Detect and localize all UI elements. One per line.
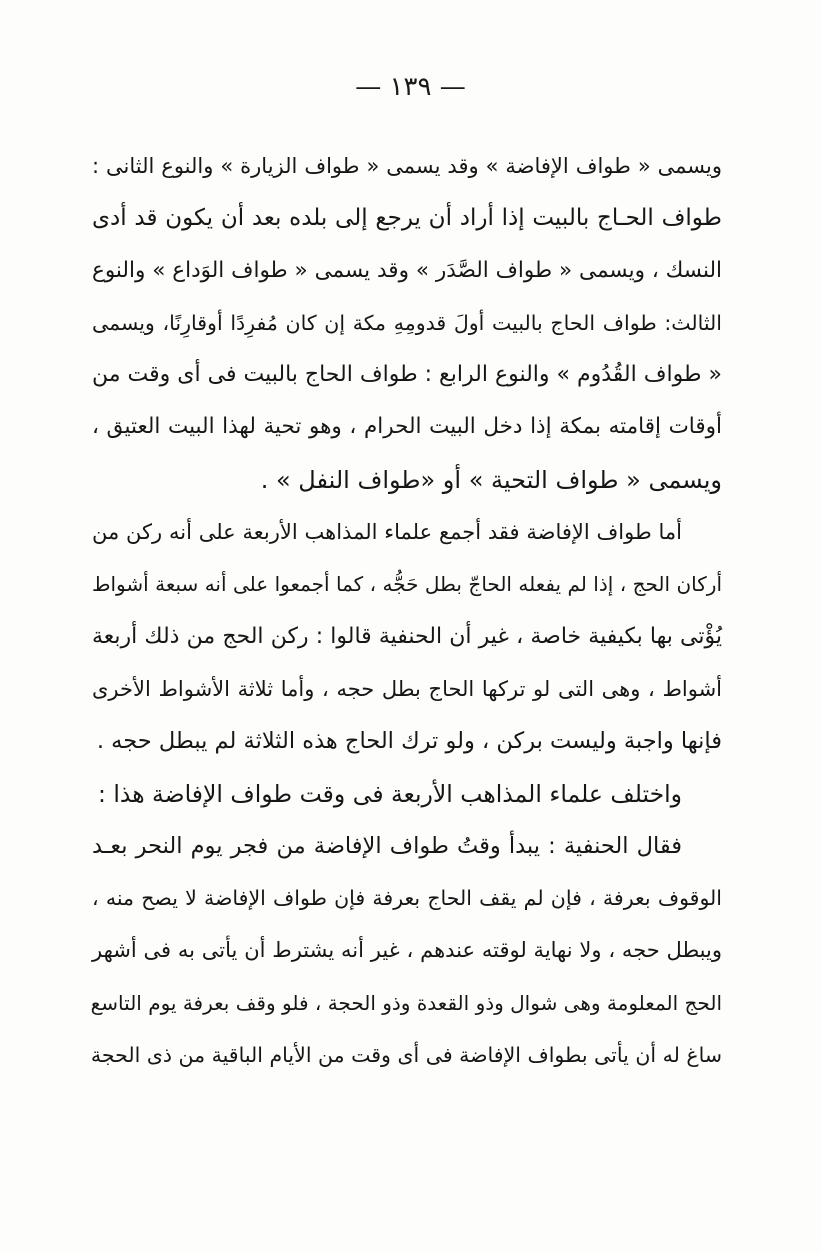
text-line: الحج المعلومة وهى شوال وذو القعدة وذو الحجة ، فلو وقف بعرفة يوم التاسع (90, 990, 722, 1015)
text-line: أوقات إقامته بمكة إذا دخل البيت الحرام ، وهو تحية لهذا البيت العتيق ، (92, 414, 722, 440)
text-line: ويبطل حجه ، ولا نهاية لوقته عندهم ، غير أنه يشترط أن يأتى به فى أشهر (92, 938, 722, 963)
text-line: ويسمى « طواف الإفاضة » وقد يسمى « طواف الزيارة » والنوع الثانى : (92, 154, 722, 178)
text-line: واختلف علماء المذاهب الأربعة فى وقت طواف الإفاضة هذا : (97, 779, 682, 808)
text-line: أما طواف الإفاضة فقد أجمع علماء المذاهب الأربعة على أنه ركن من (92, 520, 682, 545)
page-body (92, 140, 722, 1081)
text-line: أركان الحج ، إذا لم يفعله الحاجّ بطل حَجُّه ، كما أجمعوا على أنه سبعة أشواط (92, 572, 722, 597)
text-line: الوقوف بعرفة ، فإن لم يقف الحاج بعرفة فإن طواف الإفاضة لا يصح منه ، (92, 886, 722, 911)
text-line: أشواط ، وهى التى لو تركها الحاج بطل حجه ، وأما ثلاثة الأشواط الأخرى (92, 676, 722, 701)
text-line: طواف الحـاج بالبيت إذا أراد أن يرجع إلى بلده بعد أن يكون قد أدى (92, 205, 722, 232)
text-line: النسك ، ويسمى « طواف الصَّدَر » وقد يسمى « طواف الوَداع » والنوع (92, 257, 722, 283)
text-line: الثالث: طواف الحاج بالبيت أولَ قدومِهِ مكة إن كان مُفرِدًا أوقارِنًا، ويسمى (92, 310, 722, 335)
text-line: ويسمى « طواف التحية » أو «طواف النفل » . (260, 465, 722, 494)
page-number: — ١٣٩ — (355, 72, 466, 102)
text-line: يُؤْتى بها بكيفية خاصة ، غير أن الحنفية قالوا : ركن الحج من ذلك أربعة (92, 623, 722, 649)
text-line: فإنها واجبة وليست بركن ، ولو ترك الحاج هذه الثلاثة لم يبطل حجه . (96, 728, 722, 755)
text-line: « طواف القُدُوم » والنوع الرابع : طواف الحاج بالبيت فى أى وقت من (92, 362, 722, 388)
text-line: فقال الحنفية : يبدأ وقتُ طواف الإفاضة من فجر يوم النحر بعـد (92, 832, 682, 859)
text-line: ساغ له أن يأتى بطواف الإفاضة فى أى وقت من الأيام الباقية من ذى الحجة (90, 1043, 722, 1068)
